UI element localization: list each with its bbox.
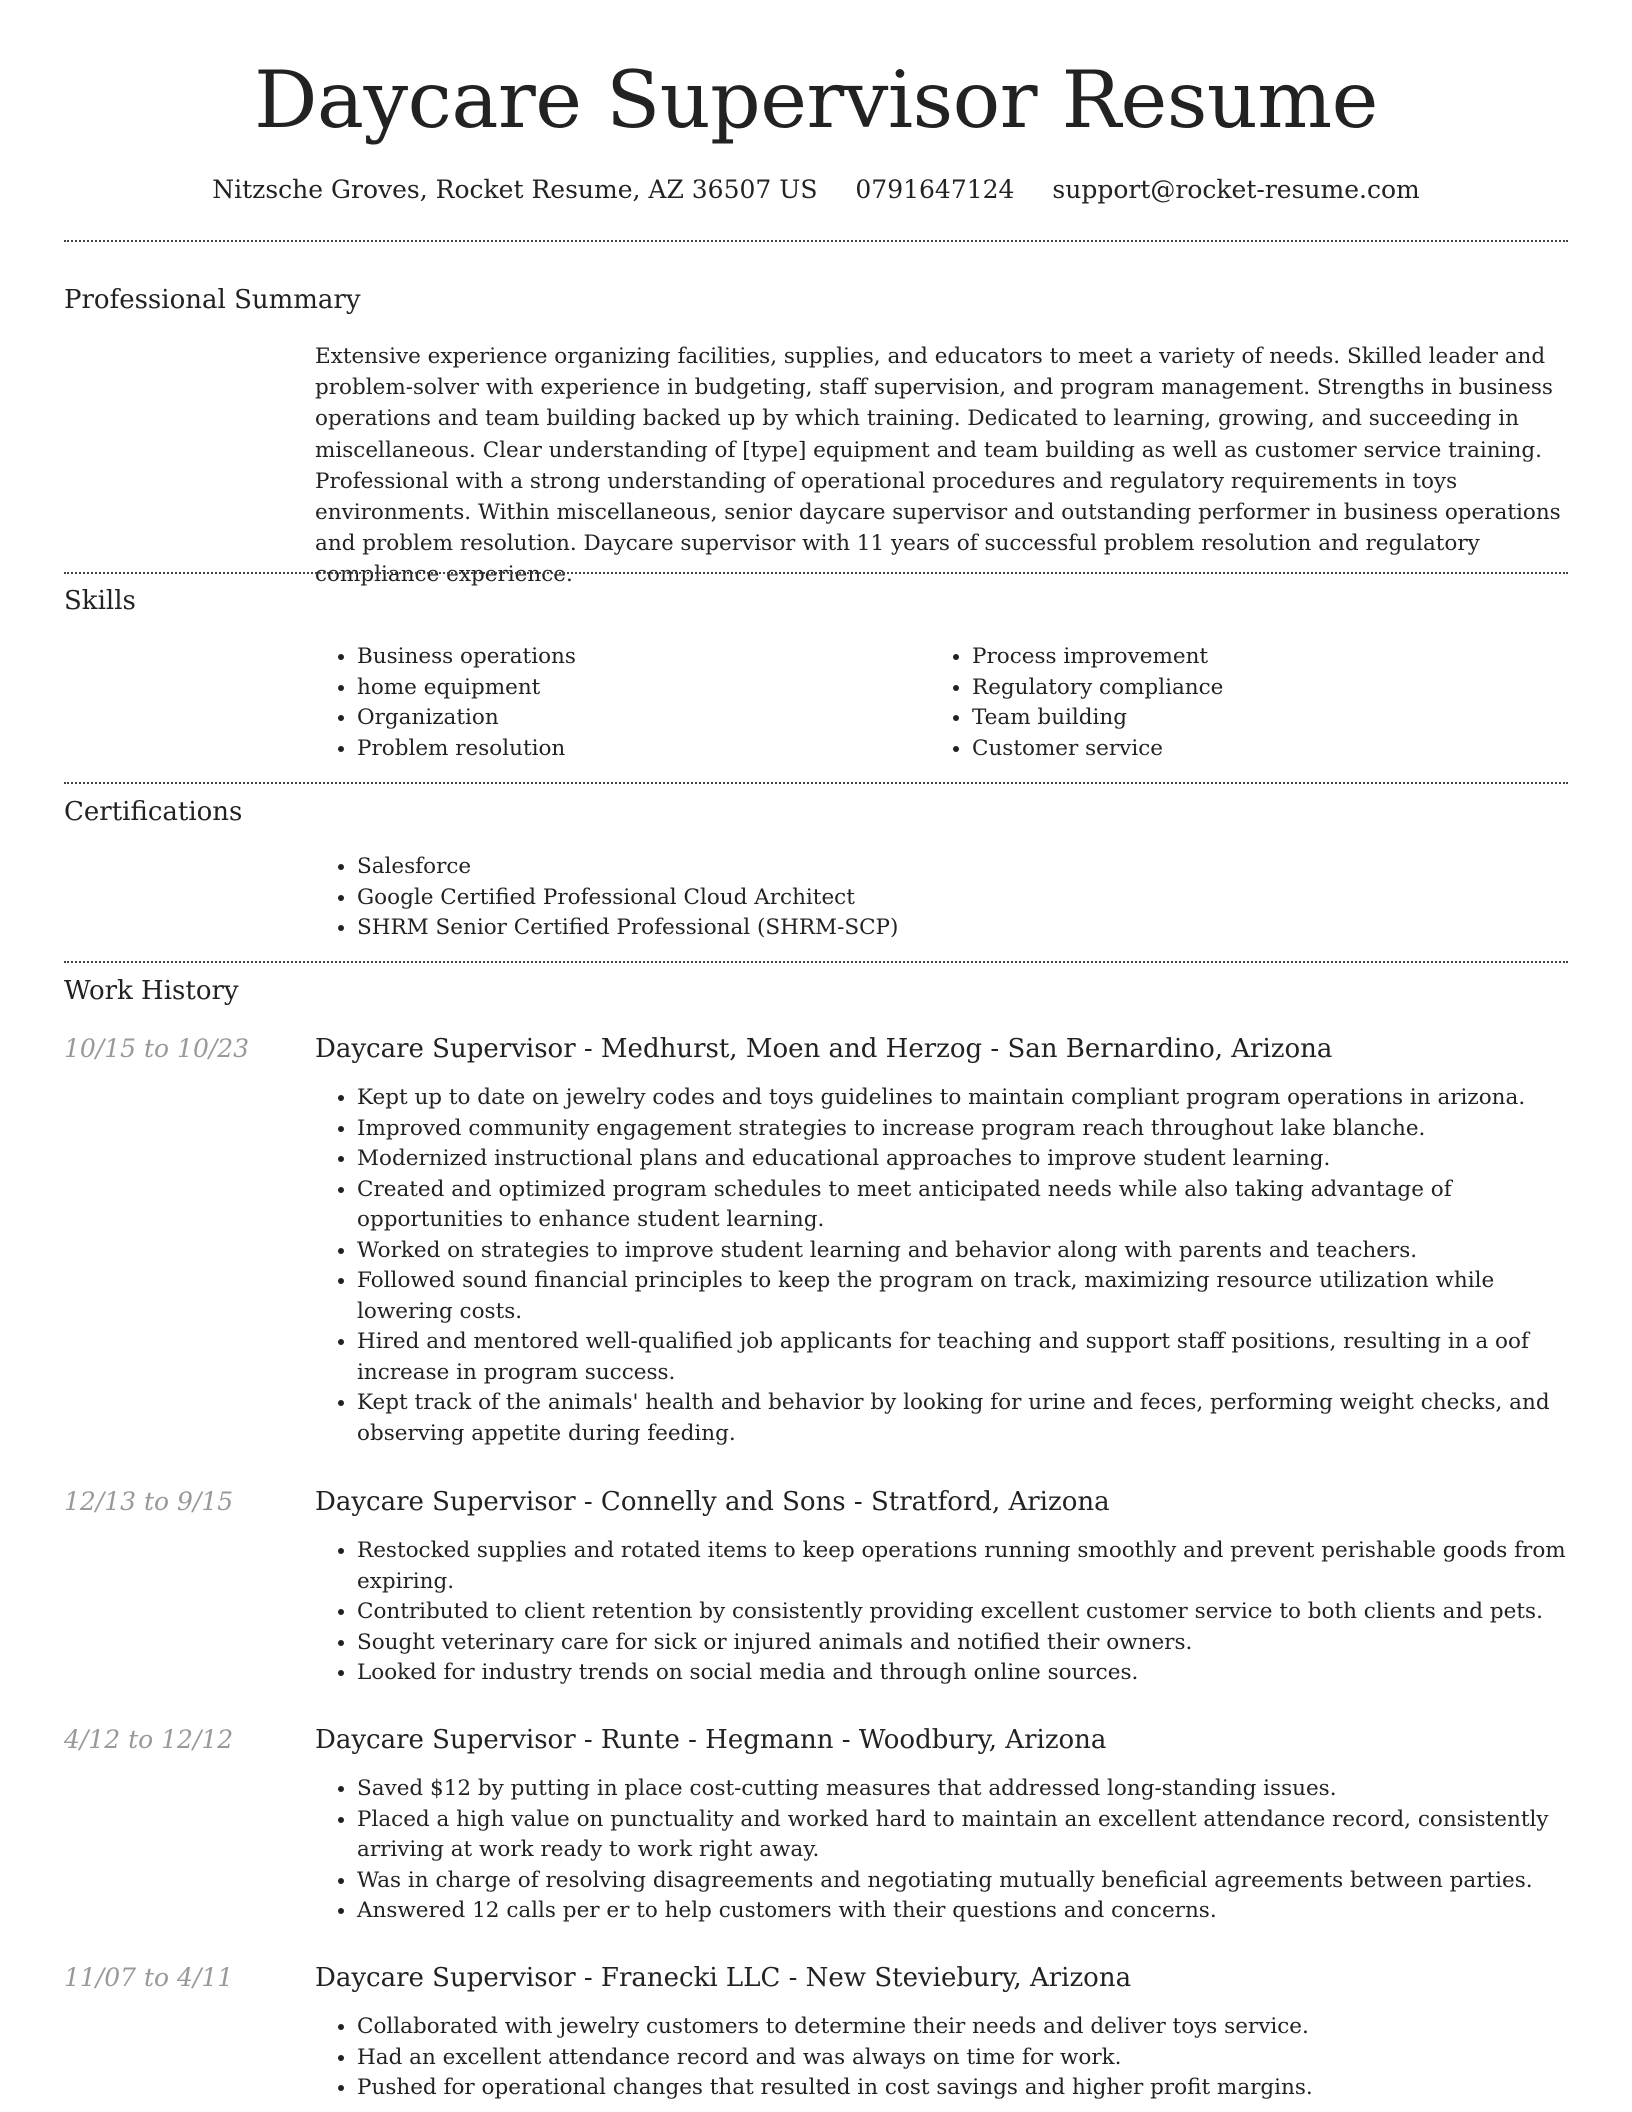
certifications-list xyxy=(313,852,1566,944)
job-bullets xyxy=(313,1774,1566,1927)
job-dates: 12/13 to 9/15 xyxy=(64,1487,234,1516)
section-divider xyxy=(64,240,1568,242)
certification-item: • SHRM Senior Certified Professional (SHRM-SCP) xyxy=(357,913,1566,944)
skills-heading: Skills xyxy=(64,586,136,616)
skill-item: • Process improvement xyxy=(972,642,1572,673)
job-bullet: • Had an excellent attendance record and was always on time for work. xyxy=(357,2043,1566,2074)
contact-phone: 0791647124 xyxy=(855,175,1015,204)
job-bullets xyxy=(313,1536,1566,1689)
certification-item: • Salesforce xyxy=(357,852,1566,883)
job-title: Daycare Supervisor - Franecki LLC - New Steviebury, Arizona xyxy=(315,1963,1132,1993)
skill-item: • Problem resolution xyxy=(357,734,917,765)
job-bullet: • Hired and mentored well-qualified job applicants for teaching and support staff positions, resulting in a oof increase in program success. xyxy=(357,1327,1566,1388)
skills-list-right xyxy=(928,642,1572,764)
summary-heading: Professional Summary xyxy=(64,285,361,315)
job-bullet: • Improved community engagement strategies to increase program reach throughout lake blanche. xyxy=(357,1114,1566,1145)
job-dates: 4/12 to 12/12 xyxy=(64,1725,234,1754)
skill-item: • Organization xyxy=(357,703,917,734)
job-bullets xyxy=(313,2012,1566,2104)
job-bullet: • Contributed to client retention by consistently providing excellent customer service to both clients and pets. xyxy=(357,1597,1566,1628)
job-bullet: • Modernized instructional plans and educational approaches to improve student learning. xyxy=(357,1144,1566,1175)
skill-item: • Team building xyxy=(972,703,1572,734)
job-dates: 10/15 to 10/23 xyxy=(64,1034,250,1063)
job-bullet: • Followed sound financial principles to keep the program on track, maximizing resource utilization while lowering costs. xyxy=(357,1266,1566,1327)
section-divider xyxy=(64,782,1568,784)
certification-item: • Google Certified Professional Cloud Architect xyxy=(357,883,1566,914)
job-bullet: • Saved $12 by putting in place cost-cutting measures that addressed long-standing issues. xyxy=(357,1774,1566,1805)
job-bullet: • Collaborated with jewelry customers to determine their needs and deliver toys service. xyxy=(357,2012,1566,2043)
job-title: Daycare Supervisor - Connelly and Sons - Stratford, Arizona xyxy=(315,1487,1110,1517)
job-bullet: • Restocked supplies and rotated items to keep operations running smoothly and prevent perishable goods from expiring. xyxy=(357,1536,1566,1597)
section-divider xyxy=(64,572,1568,574)
resume-title: Daycare Supervisor Resume xyxy=(254,54,1378,146)
contact-address: Nitzsche Groves, Rocket Resume, AZ 36507 US xyxy=(212,175,818,204)
skill-item: • Business operations xyxy=(357,642,917,673)
skill-item: • Regulatory compliance xyxy=(972,673,1572,704)
contact-line xyxy=(0,170,1632,210)
job-bullet: • Pushed for operational changes that resulted in cost savings and higher profit margins. xyxy=(357,2073,1566,2104)
job-bullet: • Was in charge of resolving disagreements and negotiating mutually beneficial agreements between parties. xyxy=(357,1866,1566,1897)
job-bullet: • Kept up to date on jewelry codes and toys guidelines to maintain compliant program operations in arizona. xyxy=(357,1083,1566,1114)
job-bullet: • Worked on strategies to improve student learning and behavior along with parents and teachers. xyxy=(357,1236,1566,1267)
job-title: Daycare Supervisor - Runte - Hegmann - Woodbury, Arizona xyxy=(315,1725,1107,1755)
job-bullet: • Created and optimized program schedules to meet anticipated needs while also taking advantage of opportunities to enhance student learning. xyxy=(357,1175,1566,1236)
job-title: Daycare Supervisor - Medhurst, Moen and Herzog - San Bernardino, Arizona xyxy=(315,1034,1333,1064)
section-divider xyxy=(64,961,1568,963)
contact-email: support@rocket-resume.com xyxy=(1052,175,1420,204)
work-history-heading: Work History xyxy=(64,976,239,1006)
job-bullet: • Answered 12 calls per er to help customers with their questions and concerns. xyxy=(357,1896,1566,1927)
job-dates: 11/07 to 4/11 xyxy=(64,1963,234,1992)
summary-text: Extensive experience organizing facilities, supplies, and educators to meet a variety of needs. Skilled leader and problem-solver with experience in budgeting, staff supervision, and program management. Strengths in business operations and team building backed up by which training. Dedicated to learning, growing, and succeeding in miscellaneous. Clear understanding of [type] equipment and team building as well as customer service training. Professional with a strong understanding of operational procedures and regulatory requirements in toys environments. Within miscellaneous, senior daycare supervisor and outstanding performer in business operations and problem resolution. Daycare supervisor with 11 years of successful problem resolution and regulatory compliance experience. xyxy=(315,344,1561,588)
job-bullet: • Kept track of the animals' health and behavior by looking for urine and feces, performing weight checks, and observing appetite during feeding. xyxy=(357,1388,1566,1449)
skill-item: • home equipment xyxy=(357,673,917,704)
skills-list-left xyxy=(313,642,917,764)
job-bullet: • Placed a high value on punctuality and worked hard to maintain an excellent attendance record, consistently arriving at work ready to work right away. xyxy=(357,1805,1566,1866)
job-bullet: • Looked for industry trends on social media and through online sources. xyxy=(357,1658,1566,1689)
certifications-heading: Certifications xyxy=(64,797,243,827)
skill-item: • Customer service xyxy=(972,734,1572,765)
job-bullet: • Sought veterinary care for sick or injured animals and notified their owners. xyxy=(357,1628,1566,1659)
job-bullets xyxy=(313,1083,1566,1449)
